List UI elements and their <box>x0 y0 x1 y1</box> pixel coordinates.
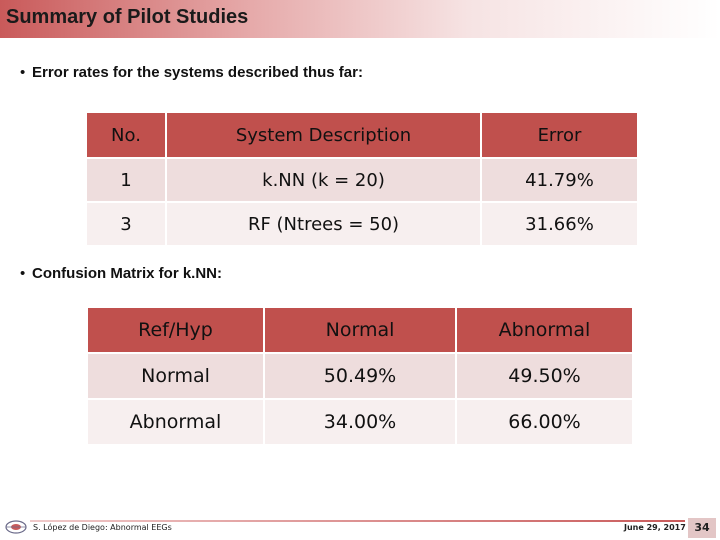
cell-error: 41.79% <box>481 158 638 202</box>
lab-logo-icon <box>4 518 28 536</box>
cell-normal: 34.00% <box>264 399 456 445</box>
cell-normal: 50.49% <box>264 353 456 399</box>
table-row <box>86 158 638 202</box>
bullet-error-rates-text: Error rates for the systems described thus far: <box>32 64 363 81</box>
table-row <box>86 202 638 246</box>
title-bar <box>0 0 720 38</box>
header-no: No. <box>86 112 166 158</box>
bullet-confusion-matrix <box>20 265 222 282</box>
footer-author: S. López de Diego: Abnormal EEGs <box>33 523 172 532</box>
header-system-description: System Description <box>166 112 481 158</box>
bullet-confusion-matrix-text: Confusion Matrix for k.NN: <box>32 265 222 282</box>
slide-title: Summary of Pilot Studies <box>6 6 249 28</box>
error-table-header-row <box>86 112 638 158</box>
confusion-header-row <box>87 307 633 353</box>
cell-error: 31.66% <box>481 202 638 246</box>
cell-no: 1 <box>86 158 166 202</box>
cell-abnormal: 49.50% <box>456 353 633 399</box>
bullet-icon: • <box>20 64 26 81</box>
page-number: 34 <box>688 518 716 538</box>
header-normal: Normal <box>264 307 456 353</box>
table-row <box>87 399 633 445</box>
footer-divider <box>30 520 685 522</box>
cell-system-description: k.NN (k = 20) <box>166 158 481 202</box>
header-error: Error <box>481 112 638 158</box>
confusion-matrix-table <box>86 306 634 446</box>
footer-date: June 29, 2017 <box>624 523 686 532</box>
error-rate-table <box>85 111 639 247</box>
cell-abnormal: 66.00% <box>456 399 633 445</box>
cell-ref-label: Normal <box>87 353 264 399</box>
cell-no: 3 <box>86 202 166 246</box>
cell-system-description: RF (Ntrees = 50) <box>166 202 481 246</box>
header-ref-hyp: Ref/Hyp <box>87 307 264 353</box>
cell-ref-label: Abnormal <box>87 399 264 445</box>
header-abnormal: Abnormal <box>456 307 633 353</box>
bullet-icon: • <box>20 265 26 282</box>
bullet-error-rates <box>20 64 363 81</box>
table-row <box>87 353 633 399</box>
